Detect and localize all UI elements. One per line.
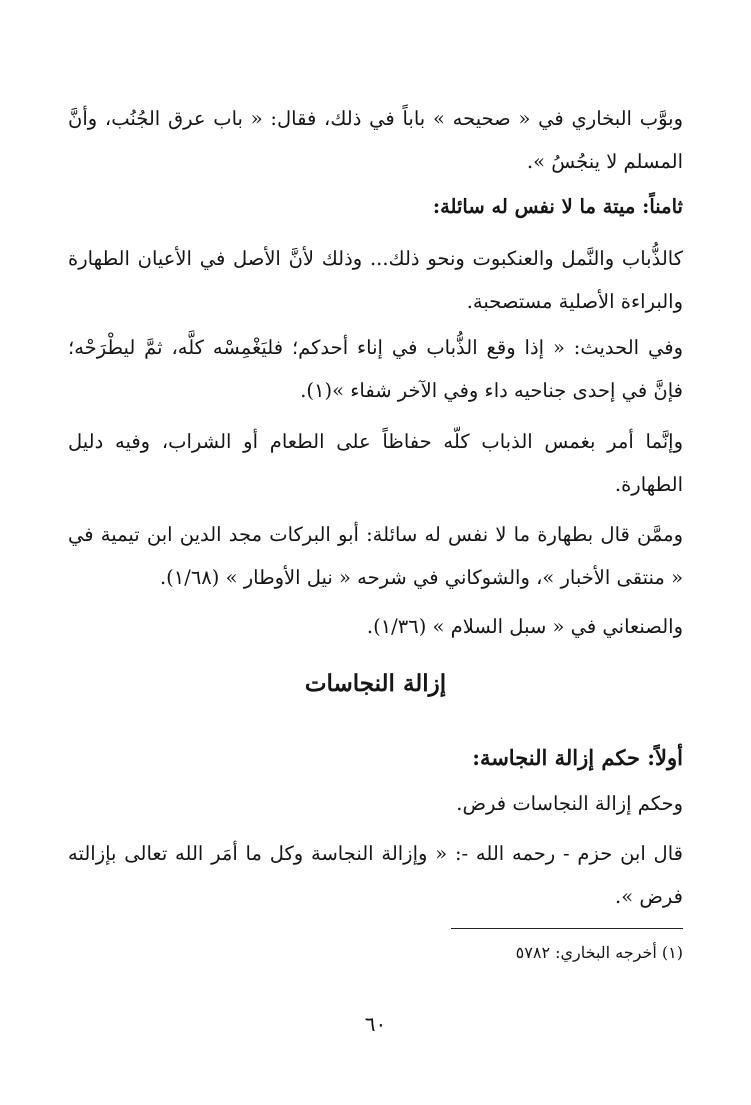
- section-heading: إزالة النجاسات: [304, 670, 447, 697]
- paragraph-scholars: وممَّن قال بطهارة ما لا نفس له سائلة: أبو البركات مجد الدين ابن تيمية في « منتقى الأخبار »، والشوكاني في شرحه « نيل الأوطار » (١/٦٨).: [68, 523, 683, 589]
- paragraph-hadith-fly: وفي الحديث: « إذا وقع الذُّباب في إناء أحدكم؛ فليَغْمِسْه كلَّه، ثمَّ ليطْرَحْه؛ فإنَّ في إحدى جناحيه داء وفي الآخر شفاء »(١).: [68, 336, 683, 402]
- paragraph-dipping: وإنَّما أمر بغمس الذباب كلّه حفاظاً على الطعام أو الشراب، وفيه دليل الطهارة.: [68, 430, 683, 496]
- footnote-divider: [451, 928, 683, 929]
- paragraph-flies-ants: كالذُّباب والنَّمل والعنكبوت ونحو ذلك... وذلك لأنَّ الأصل في الأعيان الطهارة والبراءة الأصلية مستصحبة.: [68, 247, 683, 313]
- footnote: (١) أخرجه البخاري: ٥٧٨٢: [515, 943, 683, 962]
- paragraph-obligation: وحكم إزالة النجاسات فرض.: [456, 792, 683, 815]
- paragraph-bukhari-chapter: وبوَّب البخاري في « صحيحه » باباً في ذلك، فقال: « باب عرق الجُنُب، وأنَّ المسلم لا ينجُسُ ».: [68, 107, 683, 173]
- heading-eighth: ثامناً: ميتة ما لا نفس له سائلة:: [432, 195, 683, 218]
- paragraph-sanani: والصنعاني في « سبل السلام » (١/٣٦).: [366, 615, 683, 638]
- page-number: ٦٠: [364, 1012, 387, 1036]
- subheading-ruling: أولاً: حكم إزالة النجاسة:: [472, 745, 683, 770]
- paragraph-ibn-hazm: قال ابن حزم - رحمه الله -: « وإزالة النجاسة وكل ما أمَر الله تعالى بإزالته فرض ».: [68, 842, 683, 908]
